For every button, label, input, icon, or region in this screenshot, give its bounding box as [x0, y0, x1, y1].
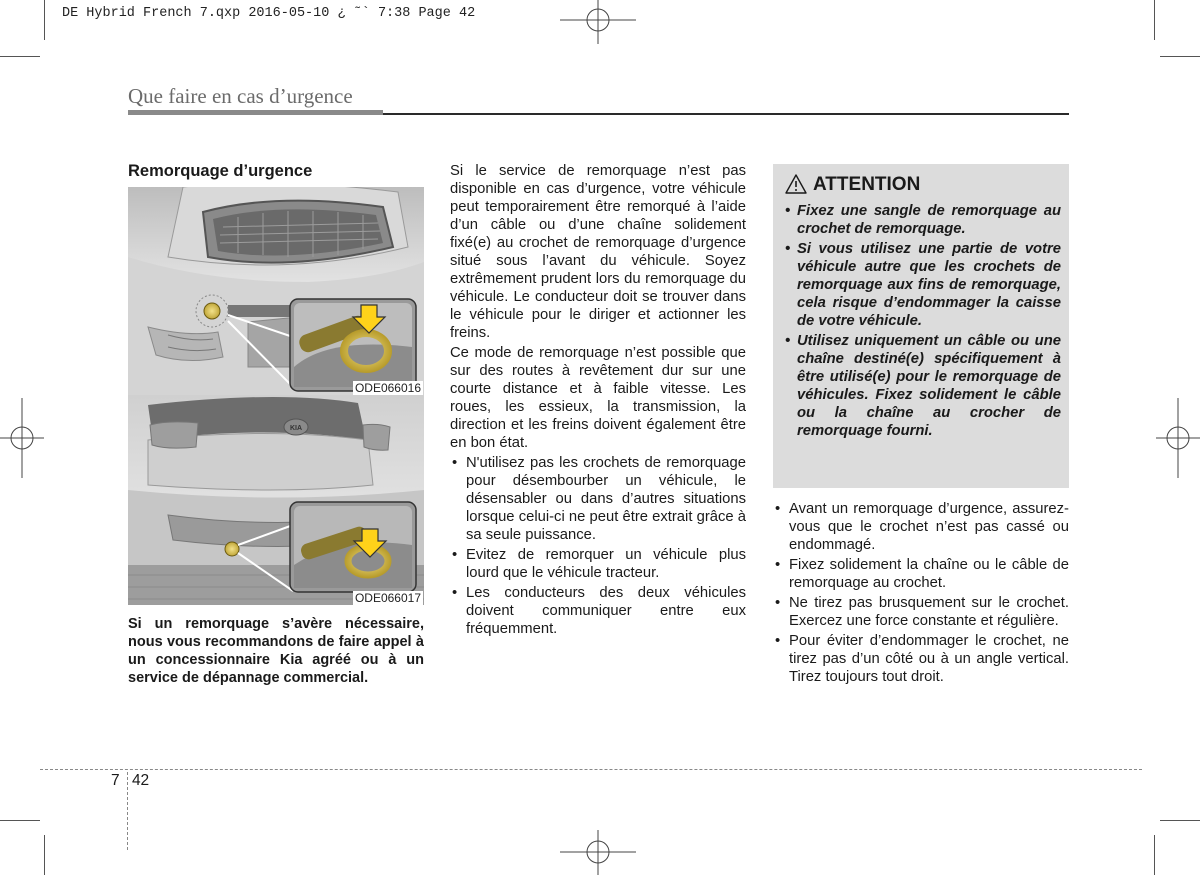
col3-bullet-text: Fixez solidement la chaîne ou le câble de remorquage au crochet. — [789, 557, 1069, 591]
attention-item-text: Si vous utilisez une partie de votre véhicule autre que les crochets de remorquage aux fins de remorquage, cela risque d’endommager la caisse de votre véhicule. — [797, 241, 1061, 329]
front-car-illustration — [128, 187, 424, 397]
warning-triangle-icon — [785, 174, 807, 194]
figure-front-code: ODE066016 — [354, 381, 421, 395]
figure-rear-car — [128, 395, 424, 605]
bullet-dot: • — [785, 203, 791, 219]
col3-bullet-text: Ne tirez pas brusquement sur le crochet. Exercez une force constante et régulière. — [789, 595, 1069, 629]
rear-car-illustration — [128, 395, 424, 605]
attention-item-text: Utilisez uniquement un câble ou une chaîne destiné(e) spécifiquement à être utilisé(e) pour le remorquage de véhicules. Fixez solidement le câble ou la chaîne au crocher de remorquage fourni. — [797, 333, 1061, 439]
bullet-dot: • — [452, 585, 458, 601]
col3-bullet — [773, 632, 1069, 686]
col3-bullet — [773, 594, 1069, 630]
column-3 — [773, 500, 1069, 686]
bullet-dot: • — [775, 501, 781, 517]
attention-item — [783, 240, 1061, 330]
col2-bullet-text: Les conducteurs des deux véhicules doivent communiquer entre eux fréquemment. — [466, 585, 746, 637]
col3-bullet-text: Avant un remorquage d’urgence, assurez-vous que le crochet n’est pas cassé ou endommagé. — [789, 501, 1069, 553]
registration-mark-bottom — [560, 830, 636, 875]
col2-bullet-text: N'utilisez pas les crochets de remorquage pour désembourber un véhicule, le désensabler ou dans d’autres situations lorsque celui-ci ne peut être extrait grâce à sa seule puissance. — [466, 455, 746, 543]
page-number-value: 42 — [131, 772, 150, 789]
crop-mark-bl-v — [44, 835, 45, 875]
attention-item — [783, 202, 1061, 238]
crop-mark-bl-h — [0, 820, 40, 821]
towing-recommendation-note: Si un remorquage s’avère nécessaire, nous vous recommandons de faire appel à un concessionnaire Kia agréé ou à un service de dépannage commercial. — [128, 616, 424, 686]
figure-rear-code: ODE066017 — [354, 591, 421, 605]
crop-mark-tr-h — [1160, 56, 1200, 57]
col2-paragraph-1: Si le service de remorquage n’est pas disponible en cas d’urgence, votre véhicule peut temporairement être remorqué à l’aide d’un câble ou d’une chaîne solidement fixé(e) au crochet de remorquage d’urgence situé sous l’avant du véhicule. Soyez extrêmement prudent lors du remorquage du véhicule. Le conducteur doit se trouver dans le véhicule pour le diriger et actionner les freins. — [450, 163, 746, 341]
attention-title: ATTENTION — [813, 174, 921, 195]
figure-front-car — [128, 187, 424, 397]
print-header: DE Hybrid French 7.qxp 2016-05-10 ¿ ˜` 7:38 Page 42 — [62, 6, 476, 21]
bullet-dot: • — [775, 595, 781, 611]
attention-box — [773, 164, 1069, 488]
col2-paragraph-2: Ce mode de remorquage n’est possible que sur des routes à revêtement dur sur une courte distance et à faible vitesse. Les roues, les essieux, la transmission, la direction et les freins doivent également être en bon état. — [450, 345, 746, 451]
col2-bullet — [450, 546, 746, 582]
crop-mark-tl-v — [44, 0, 45, 40]
col2-bullet — [450, 584, 746, 638]
attention-list — [783, 202, 1061, 442]
col2-bullet-text: Evitez de remorquer un véhicule plus lourd que le véhicule tracteur. — [466, 547, 746, 581]
bullet-dot: • — [775, 557, 781, 573]
crop-mark-br-v — [1154, 835, 1155, 875]
bullet-dot: • — [785, 241, 791, 257]
section-heading: Remorquage d’urgence — [128, 162, 313, 180]
footer-rule — [40, 769, 1142, 770]
attention-item-text: Fixez une sangle de remorquage au crochet de remorquage. — [797, 203, 1061, 237]
col3-bullet — [773, 556, 1069, 592]
col3-bullet — [773, 500, 1069, 554]
crop-mark-br-h — [1160, 820, 1200, 821]
bullet-dot: • — [775, 633, 781, 649]
svg-text:KIA: KIA — [290, 425, 303, 432]
title-rule-light — [128, 110, 383, 115]
column-2 — [450, 162, 746, 638]
chapter-number: 7 — [111, 772, 120, 789]
title-rule-dark — [383, 113, 1069, 115]
crop-mark-tr-v — [1154, 0, 1155, 40]
attention-item — [783, 332, 1061, 440]
bullet-dot: • — [452, 455, 458, 471]
page-title: Que faire en cas d’urgence — [128, 84, 353, 108]
footer-vertical-rule — [127, 772, 128, 850]
col3-bullet-text: Pour éviter d’endommager le crochet, ne tirez pas d’un côté ou à un angle vertical. Tirez toujours tout droit. — [789, 633, 1069, 685]
page-number — [111, 772, 149, 790]
bullet-dot: • — [452, 547, 458, 563]
registration-mark-right — [1156, 398, 1200, 478]
bullet-dot: • — [785, 333, 791, 349]
col2-bullet — [450, 454, 746, 544]
registration-mark-left — [0, 398, 44, 478]
crop-mark-tl-h — [0, 56, 40, 57]
registration-mark-top — [560, 0, 636, 44]
